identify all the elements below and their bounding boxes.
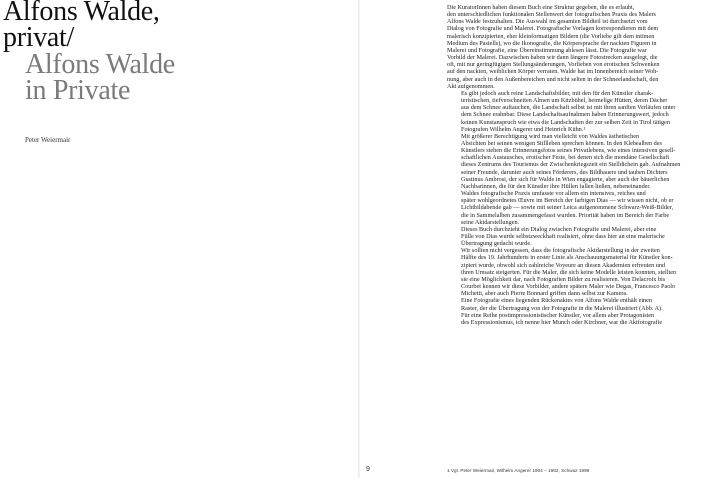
text-line: die in Sammelalben zusammengefasst wurden. Priorität haben im Bereich der Farbe [461, 211, 670, 219]
text-line: Hälfte des 19. Jahrhunderts in erster Linie als Anschauungsmaterial für Künstler kon- [461, 254, 673, 262]
text-line: auf den nackten, weiblichen Körper verraten. Walde hat im Innenbereich seiner Woh- [447, 68, 659, 76]
text-line: Die KuratorInnen haben diesem Buch eine Struktur gegeben, die es erlaubt, [447, 4, 635, 11]
text-line: Mit größerer Berechtigung wird man vielleicht von Waldes ästhetischen [461, 132, 640, 140]
text-line: ihren Umsatz steigerten. Für die Maler, die sich keine Modelle leisten konnten, stellten [461, 268, 677, 276]
text-line: Für eine Reihe postimpressionistischer Künstler, vor allem aber Protagonisten [461, 311, 655, 319]
text-line: Wir sollten nicht vergessen, dass die fotografische Aktdarstellung in der zweiten [461, 247, 660, 255]
essay-body-text [447, 4, 713, 326]
paragraph [447, 226, 713, 247]
paragraph [447, 133, 713, 190]
text-line: Es gibt jedoch auch reine Landschaftsbilder, mit den für den Künstler charak- [461, 89, 654, 97]
text-line: Gustinus Ambrosi, der sich für Walde in Wien engagierte, aber auch der bäuerlichen [461, 175, 670, 183]
text-line: Waldes fotografische Praxis umfasste vor allem ein intensives, reiches und [461, 190, 646, 198]
text-line: Künstlers stehen die Erinnerungsfotos seines Privatlebens, wie eines intensiven gesell- [461, 147, 676, 155]
text-line: Raster, der die Übertragung von der Fotografie in die Malerei illustriert (Abb. A). [461, 304, 663, 312]
text-line: Courbet kennen wir diese Vorbilder, andere spätere Maler wie Degas, Francesco Paolo [461, 283, 676, 291]
text-line: Vorbild der Malerei. Dazwischen haben wir dann längere Fotostrecken ausgelegt, die [447, 54, 658, 62]
paragraph [447, 90, 713, 133]
text-line: schaftlichen Austausches, erotischer Feste, bei denen sich die mondäne Gesellschaft [461, 154, 670, 162]
title-german: Alfons Walde, privat/ [3, 0, 160, 53]
text-line: sie eine Möglichkeit dar, nach Fotografien Bilder zu realisieren. Von Delacroix bis [461, 275, 666, 283]
text-line: Dialog von Fotografie und Malerei. Fotografische Vorlagen korrespondieren mit dem [447, 25, 659, 33]
text-line: Eine Fotografie eines liegenden Rückenaktes von Alfons Walde enthält einen [461, 297, 652, 305]
text-line: Malerei und Fotografie, eine Übereinstimmung ablesen lässt. Die Fotografie war [447, 46, 647, 54]
footnote: 1 Vgl. Peter Weiermair, Wilhelm Angerer 1904 – 1982, Schwaz 1999 [447, 468, 590, 473]
text-line: dem Schnee erahnbar. Diese Landschaftsaufnahmen haben Erinnerungswert, jedoch [461, 111, 669, 119]
text-line: Lichtbildabende gab — sowie mit seiner Leica aufgenommene Schwarz-Weiß-Bilder, [461, 204, 674, 212]
page-number: 9 [366, 466, 370, 473]
right-page [360, 0, 720, 478]
text-line: seine Aktdarstellungen. [461, 218, 520, 226]
text-line: oft, mit nur geringfügigen Stellungsänderungen, Vorlieben von erotischen Schwenken [447, 61, 660, 69]
text-line: zipiert wurde, obwohl sich zahlreiche Voyeure an diesen Akademien erfreuten und [461, 261, 666, 269]
text-line: Dieses Buch durchzieht ein Dialog zwischen Fotografie und Malerei, aber eine [461, 225, 657, 233]
paragraph [447, 190, 713, 226]
author-name: Peter Weiermair [25, 136, 71, 144]
text-line: Michetti, aber auch Pierre Bonnard griffen dann selbst zur Kamera. [461, 290, 628, 298]
text-line: keinen Kunstanspruch wie etwa die Landschaften der zur selben Zeit in Tirol tätigen [461, 118, 670, 126]
text-line: Fülle von Dias wurde selbstzweckhaft realisiert, ohne dass hier an eine malerische [461, 233, 665, 240]
text-line: später wohlgeordnetes Œuvre im Bereich der farbigen Dias — wir wissen nicht, ob er [461, 197, 674, 205]
paragraph [447, 4, 713, 90]
title-english: Alfons Walde in Private [25, 49, 175, 106]
text-line: aus dem Schnee auftauchen, die Landschaft selbst ist mit ihren sanften Verläufen unter [461, 104, 676, 112]
text-line: des Expressionismus, ich nenne hier Munch oder Kirchner, war die Aktfotografie [461, 318, 663, 326]
text-line: seiner Freunde, darunter auch seines Förderers, des Bildhauers und tauben Dichters [461, 168, 668, 176]
text-line: den unterschiedlichen funktionalen Stellenwert der fotografischen Praxis des Malers [447, 11, 656, 19]
text-line: malerisch konzipierten, eher kleinformatigen Bildern (die Vorliebe gilt dem intimen [447, 32, 655, 40]
text-line: Alfons Walde festzuhalten. Die Auswahl im gesamten Bildteil ist durchsetzt vom [447, 18, 648, 26]
text-line: Übertragung gedacht wurde. [461, 240, 532, 248]
text-line: Medium des Pastells), wo die Ikonografie, die Körpersprache der nackten Figuren in [447, 39, 657, 47]
paragraph [447, 297, 713, 326]
text-line: Nachbarinnen, die für den Künstler ihre Hüllen fallen ließen, nebeneinander. [461, 182, 651, 190]
text-line: dieses Zentrums des Tourismus der Zwischenkriegszeit ein Stelldichein gab. Aufnahmen [461, 161, 681, 169]
text-line: nung, aber auch in den Außenbereichen und nicht selten in der Schneelandschaft, den [447, 75, 659, 83]
text-line: teristischen, tiefverschneiten Almen um Kitzbühel, heimelige Hütten, deren Dächer [461, 97, 668, 105]
left-page [0, 0, 358, 478]
text-line: Absichten bei seinen wenigen Stillleben sprechen können. In den Klebealben des [461, 139, 662, 147]
text-line: Fotografen Wilhelm Angerer und Heinrich Kühn.¹ [461, 125, 586, 133]
text-line: Akt aufgenommen. [447, 82, 495, 90]
paragraph [447, 247, 713, 297]
